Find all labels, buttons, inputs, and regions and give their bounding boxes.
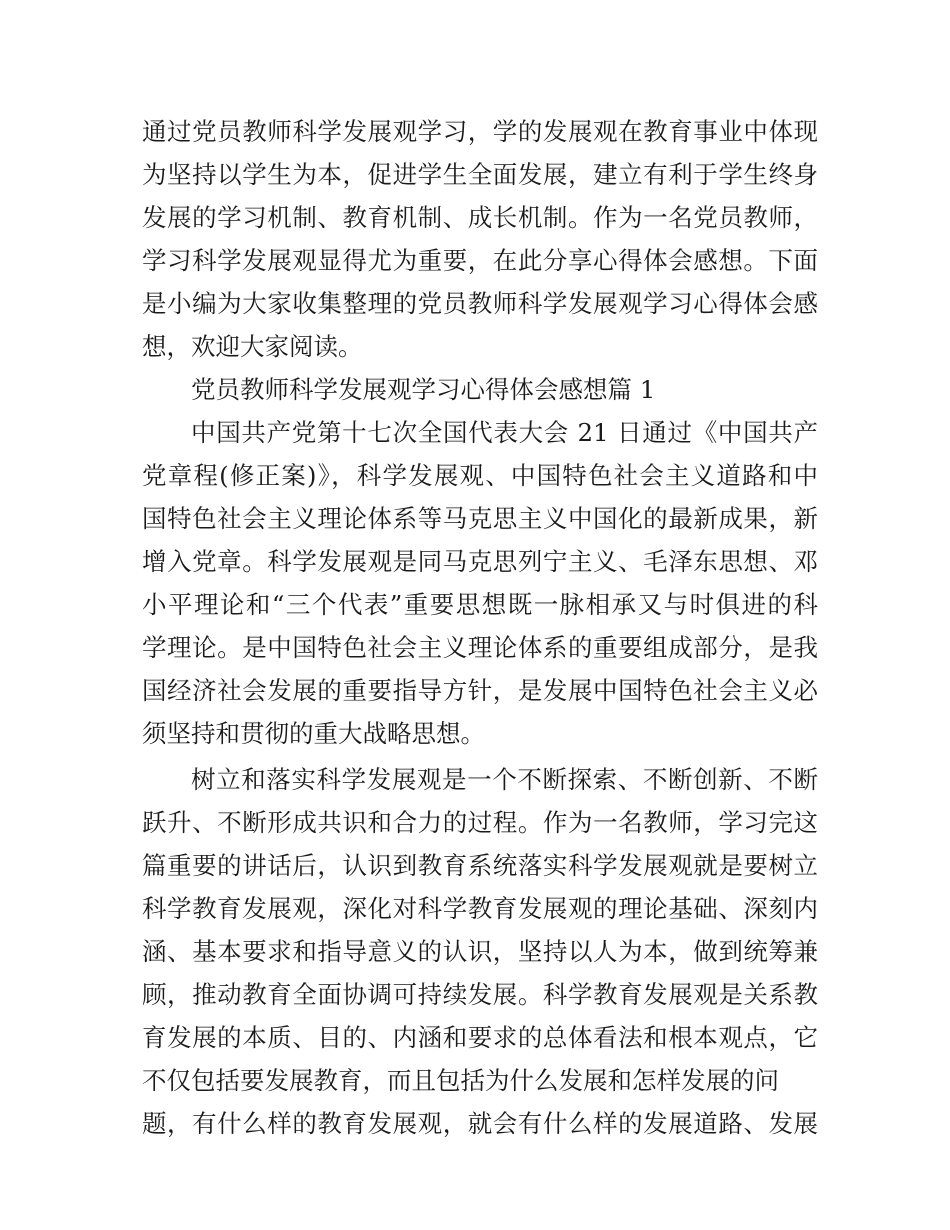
text-line: 党章程(修正案)》，科学发展观、中国特色社会主义道路和中 xyxy=(142,461,818,490)
text-line: 跃升、不断形成共识和合力的过程。作为一名教师，学习完这 xyxy=(142,808,818,837)
text-line: 树立和落实科学发展观是一个不断探索、不断创新、不断 xyxy=(191,765,818,794)
text-line: 想，欢迎大家阅读。 xyxy=(142,332,363,361)
section-title: 党员教师科学发展观学习心得体会感想篇 1 xyxy=(191,375,656,404)
text-line: 题，有什么样的教育发展观，就会有什么样的发展道路、发展 xyxy=(142,1109,818,1138)
text-line: 小平理论和“三个代表”重要思想既一脉相承又与时俱进的科 xyxy=(142,590,818,619)
text-line: 涵、基本要求和指导意义的认识，坚持以人为本，做到统筹兼 xyxy=(142,937,818,966)
text-line: 篇重要的讲话后，认识到教育系统落实科学发展观就是要树立 xyxy=(142,851,818,880)
intro-paragraph xyxy=(142,110,818,368)
text-line: 是小编为大家收集整理的党员教师科学发展观学习心得体会感 xyxy=(142,289,818,318)
document-page xyxy=(142,110,818,1145)
text-line: 中国共产党第十七次全国代表大会 21 日通过《中国共产 xyxy=(191,418,818,447)
text-line: 国特色社会主义理论体系等马克思主义中国化的最新成果，新 xyxy=(142,504,818,533)
text-line: 育发展的本质、目的、内涵和要求的总体看法和根本观点，它 xyxy=(142,1023,818,1052)
text-line: 国经济社会发展的重要指导方针，是发展中国特色社会主义必 xyxy=(142,676,818,705)
text-line: 增入党章。科学发展观是同马克思列宁主义、毛泽东思想、邓 xyxy=(142,547,818,576)
text-line: 学习科学发展观显得尤为重要，在此分享心得体会感想。下面 xyxy=(142,246,818,275)
paragraph-1 xyxy=(142,411,818,755)
text-line: 发展的学习机制、教育机制、成长机制。作为一名党员教师， xyxy=(142,203,818,232)
text-line: 须坚持和贯彻的重大战略思想。 xyxy=(142,719,485,748)
text-line: 学理论。是中国特色社会主义理论体系的重要组成部分，是我 xyxy=(142,633,818,662)
text-line: 顾，推动教育全面协调可持续发展。科学教育发展观是关系教 xyxy=(142,980,818,1009)
text-line: 为坚持以学生为本，促进学生全面发展，建立有利于学生终身 xyxy=(142,160,818,189)
text-line: 通过党员教师科学发展观学习，学的发展观在教育事业中体现 xyxy=(142,117,818,146)
text-line: 不仅包括要发展教育，而且包括为什么发展和怎样发展的问 xyxy=(142,1066,779,1095)
text-line: 科学教育发展观，深化对科学教育发展观的理论基础、深刻内 xyxy=(142,894,818,923)
paragraph-2 xyxy=(142,758,818,1145)
